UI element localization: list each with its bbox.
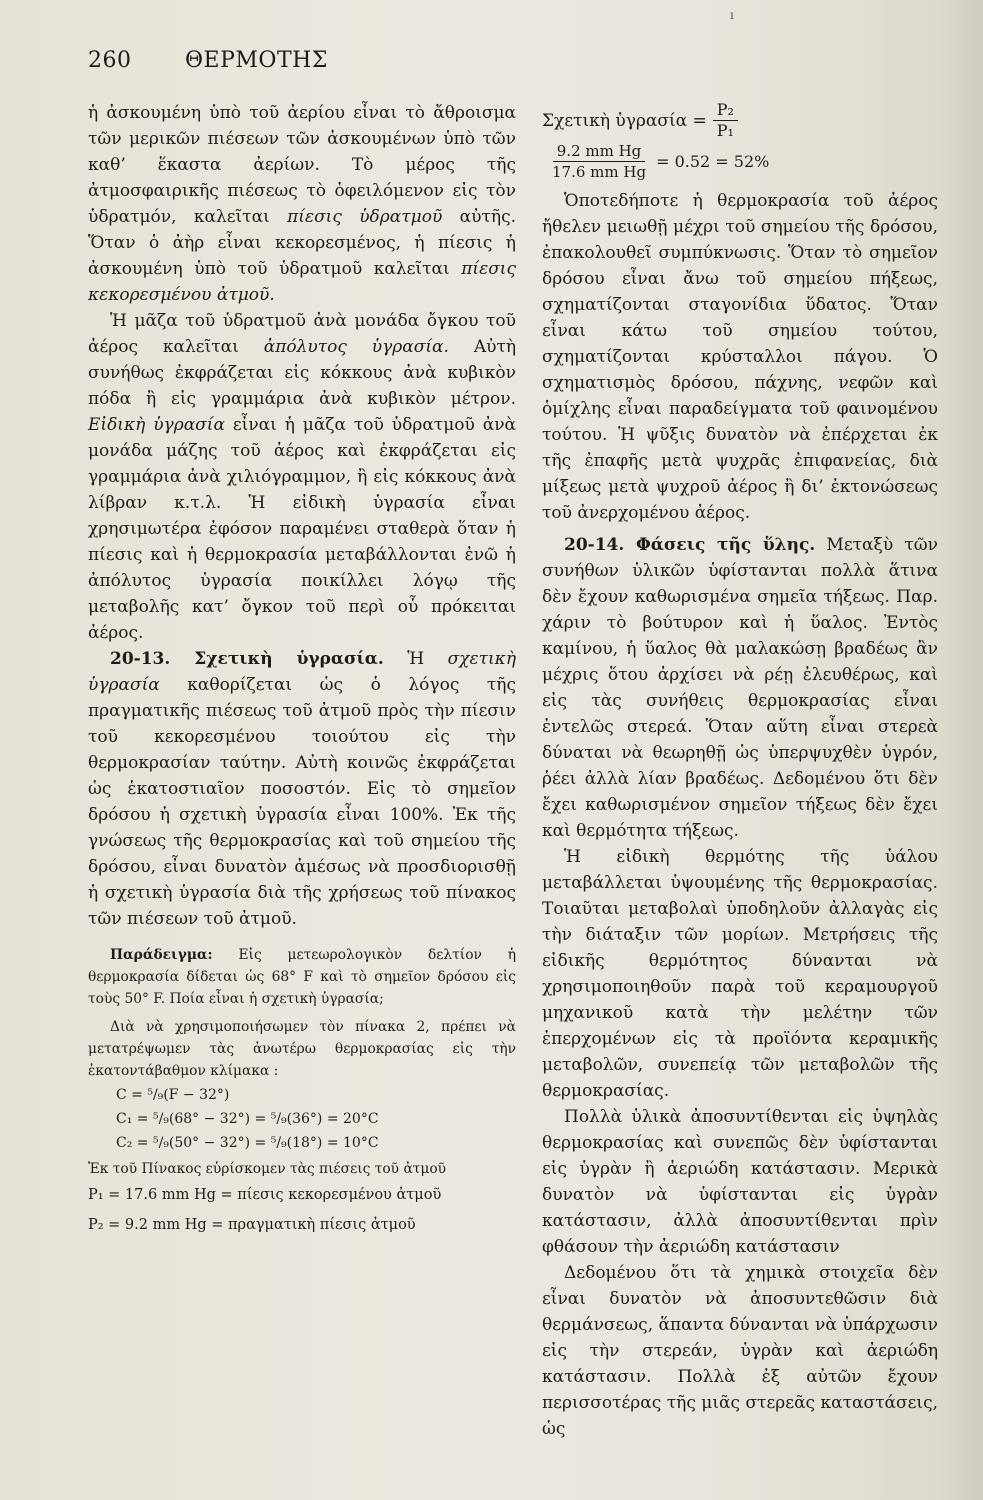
paragraph-partial-pressure: ἡ ἀσκουμένη ὑπὸ τοῦ ἀερίου εἶναι τὸ ἄθροισμα τῶν μερικῶν πιέσεων τῶν ἀσκουμένων ὑπὸ τῶν καθ’ ἕκαστα ἀερίων. Τὸ μέρος τῆς ἀτμοσφαιρικῆς πιέσεως τὸ ὀφειλόμενον εἰς τὸν ὑδρατμόν, καλεῖται πίεσις ὑδρατμοῦ αὐτῆς. Ὅταν ὁ ἀὴρ εἶναι κεκορεσμένος, ἡ πίεσις ἡ ἀσκουμένη ὑπὸ τοῦ ὑδρατμοῦ καλεῖται πίεσις κεκορεσμένου ἀτμοῦ. [88, 103, 517, 305]
paragraph-condensation: Ὁποτεδήποτε ἡ θερμοκρασία τοῦ ἀέρος ἤθελεν μειωθῇ μέχρι τοῦ σημείου τῆς δρόσου, ἐπακολουθεῖ συμπύκνωσις. Ὅταν τὸ σημεῖον δρόσου εἶναι ἄνω τοῦ σημείου πήξεως, σχηματίζονται σταγονίδια ὕδατος. Ὅταν εἶναι κάτω τοῦ σημείου τούτου, σχηματίζονται κρύσταλλοι πάγου. Ὁ σχηματισμὸς δρόσου, πάχνης, νεφῶν καὶ ὁμίχλης εἶναι παραδείγματα τοῦ φαινομένου τούτου. Ἡ ψῦξις δυνατὸν νὰ ἐπέρχεται ἐκ τῆς ἐπαφῆς μετὰ ψυχρᾶς ἐπιφανείας, διὰ μίξεως μετὰ ψυχροῦ ἀέρος ἢ δι’ ἐκτονώσεως τοῦ ἀνερχομένου ἀέρος. [542, 191, 938, 523]
example-paragraph: Διὰ νὰ χρησιμοποιήσωμεν τὸν πίνακα 2, πρέπει νὰ μετατρέψωμεν τὰς ἀνωτέρω θερμοκρασίας εἰς τὴν ἑκατοντάβαθμον κλίμακα : [88, 1019, 516, 1079]
page-edge-shadow [938, 0, 983, 1500]
section-heading: 20-13. Σχετικὴ ὑγρασία. [110, 649, 384, 669]
pressure-p1-line: P₁ = 17.6 mm Hg = πίεσις κεκορεσμένου ἀτμοῦ [88, 1187, 442, 1203]
page-number: 260 [88, 48, 132, 73]
paragraph-absolute-humidity: Ἡ μᾶζα τοῦ ὑδρατμοῦ ἀνὰ μονάδα ὄγκου τοῦ ἀέρος καλεῖται ἀπόλυτος ὑγρασία. Αὐτὴ συνήθως ἐκφράζεται εἰς κόκκους ἀνὰ κυβικὸν πόδα ἢ εἰς γραμμάρια ἀνὰ κυβικὸν μέτρον. Εἰδικὴ ὑγρασία εἶναι ἡ μᾶζα τοῦ ὑδρατμοῦ ἀνὰ μονάδα μάζης τοῦ ἀέρος καὶ ἐκφράζεται εἰς γραμμάρια ἀνὰ χιλιόγραμμον, ἢ εἰς κόκκους ἀνὰ λίβραν κ.τ.λ. Ἡ εἰδικὴ ὑγρασία εἶναι χρησιμωτέρα ἐφόσον παραμένει σταθερὰ ὅταν ἡ πίεσις καὶ ἡ θερμοκρασία μεταβάλλονται ἐνῶ ἡ ἀπόλυτος ὑγρασία ποικίλλει λόγῳ τῆς μεταβολῆς κατ’ ὄγκον τοῦ περὶ οὗ πρόκειται ἀέρος. [88, 311, 517, 643]
formula-c2: C₂ = ⁵/₉(50° − 32°) = ⁵/₉(18°) = 10°C [116, 1135, 379, 1151]
corner-mark: ı [730, 8, 734, 22]
paragraph-elements: Δεδομένου ὅτι τὰ χημικὰ στοιχεῖα δὲν εἶναι δυνατὸν νὰ ἀποσυντεθῶσιν διὰ θερμάνσεως, ἅπαντα δύνανται νὰ ὑπάρχωσιν εἰς τὴν στερεάν, ὑγρὰν καὶ ἀεριώδη κατάστασιν. Πολλὰ ἐξ αὐτῶν ἔχουν περισσοτέρας τῆς μιᾶς στερεᾶς καταστάσεις, ὡς [542, 1263, 938, 1439]
example-paragraph-table: Ἐκ τοῦ Πίνακος εὑρίσκομεν τὰς πιέσεις τοῦ ἀτμοῦ [88, 1161, 447, 1177]
formula-conversion: C = ⁵/₉(F − 32°) [116, 1087, 230, 1103]
example-block: Παράδειγμα: Εἰς μετεωρολογικὸν δελτίον ἡ θερμοκρασία δίδεται ὡς 68° F καὶ τὸ σημεῖον δρόσου εἰς τοὺς 50° F. Ποία εἶναι ἡ σχετικὴ ὑγρασία; [88, 947, 516, 1007]
paragraph-glass-specific-heat: Ἡ εἰδικὴ θερμότης τῆς ὑάλου μεταβάλλεται ὑψουμένης τῆς θερμοκρασίας. Τοιαῦται μεταβολαὶ ὑποδηλοῦν ἀλλαγὰς εἰς τὴν διάταξιν τῶν μορίων. Μετρήσεις τῆς εἰδικῆς θερμότητος δύνανται νὰ χρησιμοποιηθοῦν παρὰ τοῦ κεραμουργοῦ μηχανικοῦ κατὰ τὴν μελέτην τῶν ἐπερχομένων εἰς τὰ προϊόντα κεραμικῆς μεταβολῶν, συνεπείᾳ τῶν μεταβολῶν τῆς θερμοκρασίας. [542, 847, 938, 1101]
section-heading: 20-14. Φάσεις τῆς ὕλης. [564, 535, 816, 555]
pressure-p2-line: P₂ = 9.2 mm Hg = πραγματικὴ πίεσις ἀτμοῦ [88, 1217, 416, 1233]
section-20-14: 20-14. Φάσεις τῆς ὕλης. Μεταξὺ τῶν συνήθων ὑλικῶν ὑφίστανται πολλὰ ἅτινα δὲν ἔχουν καθωρισμένα σημεῖα τήξεως. Παρ. χάριν τὸ βούτυρον καὶ ἡ ὕαλος. Ἐντὸς καμίνου, ἡ ὕαλος θὰ μαλακώσῃ βραδέως ἂν μέχρις ὅτου ἀρχίσει νὰ ρέῃ ἐλευθέρως, καὶ εἰς τὰς συνήθεις θερμοκρασίας εἶναι ἐντελῶς στερεά. Ὅταν αὕτη εἶναι στερεὰ δύναται νὰ θεωρηθῇ ὡς ὑπερψυχθὲν ὑγρόν, ῥέει ἀλλὰ λίαν βραδέως. Δεδομένου ὅτι δὲν ἔχει καθωρισμένον σημεῖον τήξεως δὲν ἔχει καὶ θερμότητα τήξεως. [542, 535, 938, 841]
relative-humidity-formula: Σχετικὴ ὑγρασία = $\frac{\text{P₂}}{\text{P₁}}$ $\frac{\text{9.2 mm Hg}}{\text{17.6 mm Hg}}$ = 0.52 = 52% [542, 100, 770, 181]
paragraph-decomposition: Πολλὰ ὑλικὰ ἀποσυντίθενται εἰς ὑψηλὰς θερμοκρασίας καὶ συνεπῶς δὲν ὑφίστανται εἰς ὑγρὰν ἢ ἀεριώδη κατάστασιν. Μερικὰ δυνατὸν νὰ ὑφίστανται εἰς ὑγρὰν κατάστασιν, ἀλλὰ ἀποσυντίθενται πρὶν φθάσουν τὴν ἀεριώδη κατάστασιν [542, 1107, 938, 1257]
example-label: Παράδειγμα: [110, 947, 213, 963]
section-20-13: 20-13. Σχετικὴ ὑγρασία. Ἡ σχετικὴ ὑγρασία καθορίζεται ὡς ὁ λόγος τῆς πραγματικῆς πιέσεως τοῦ ἀτμοῦ πρὸς τὴν πίεσιν τοῦ κεκορεσμένου τοιούτου εἰς τὴν θερμοκρασίαν ταύτην. Αὐτὴ κοινῶς ἐκφράζεται ὡς ἑκατοστιαῖον ποσοστόν. Εἰς τὸ σημεῖον δρόσου ἡ σχετικὴ ὑγρασία εἶναι 100%. Ἐκ τῆς γνώσεως τῆς θερμοκρασίας καὶ τοῦ σημείου τῆς δρόσου, εἶναι δυνατὸν ἀμέσως νὰ προσδιορισθῇ ἡ σχετικὴ ὑγρασία διὰ τῆς χρήσεως τοῦ πίνακος τῶν πιέσεων τοῦ ἀτμοῦ. [88, 649, 517, 929]
formula-c1: C₁ = ⁵/₉(68° − 32°) = ⁵/₉(36°) = 20°C [116, 1111, 379, 1127]
left-column [88, 100, 516, 1240]
running-title: ΘΕΡΜΟΤΗΣ [185, 48, 328, 73]
right-column [542, 100, 938, 1442]
running-header [88, 48, 328, 73]
